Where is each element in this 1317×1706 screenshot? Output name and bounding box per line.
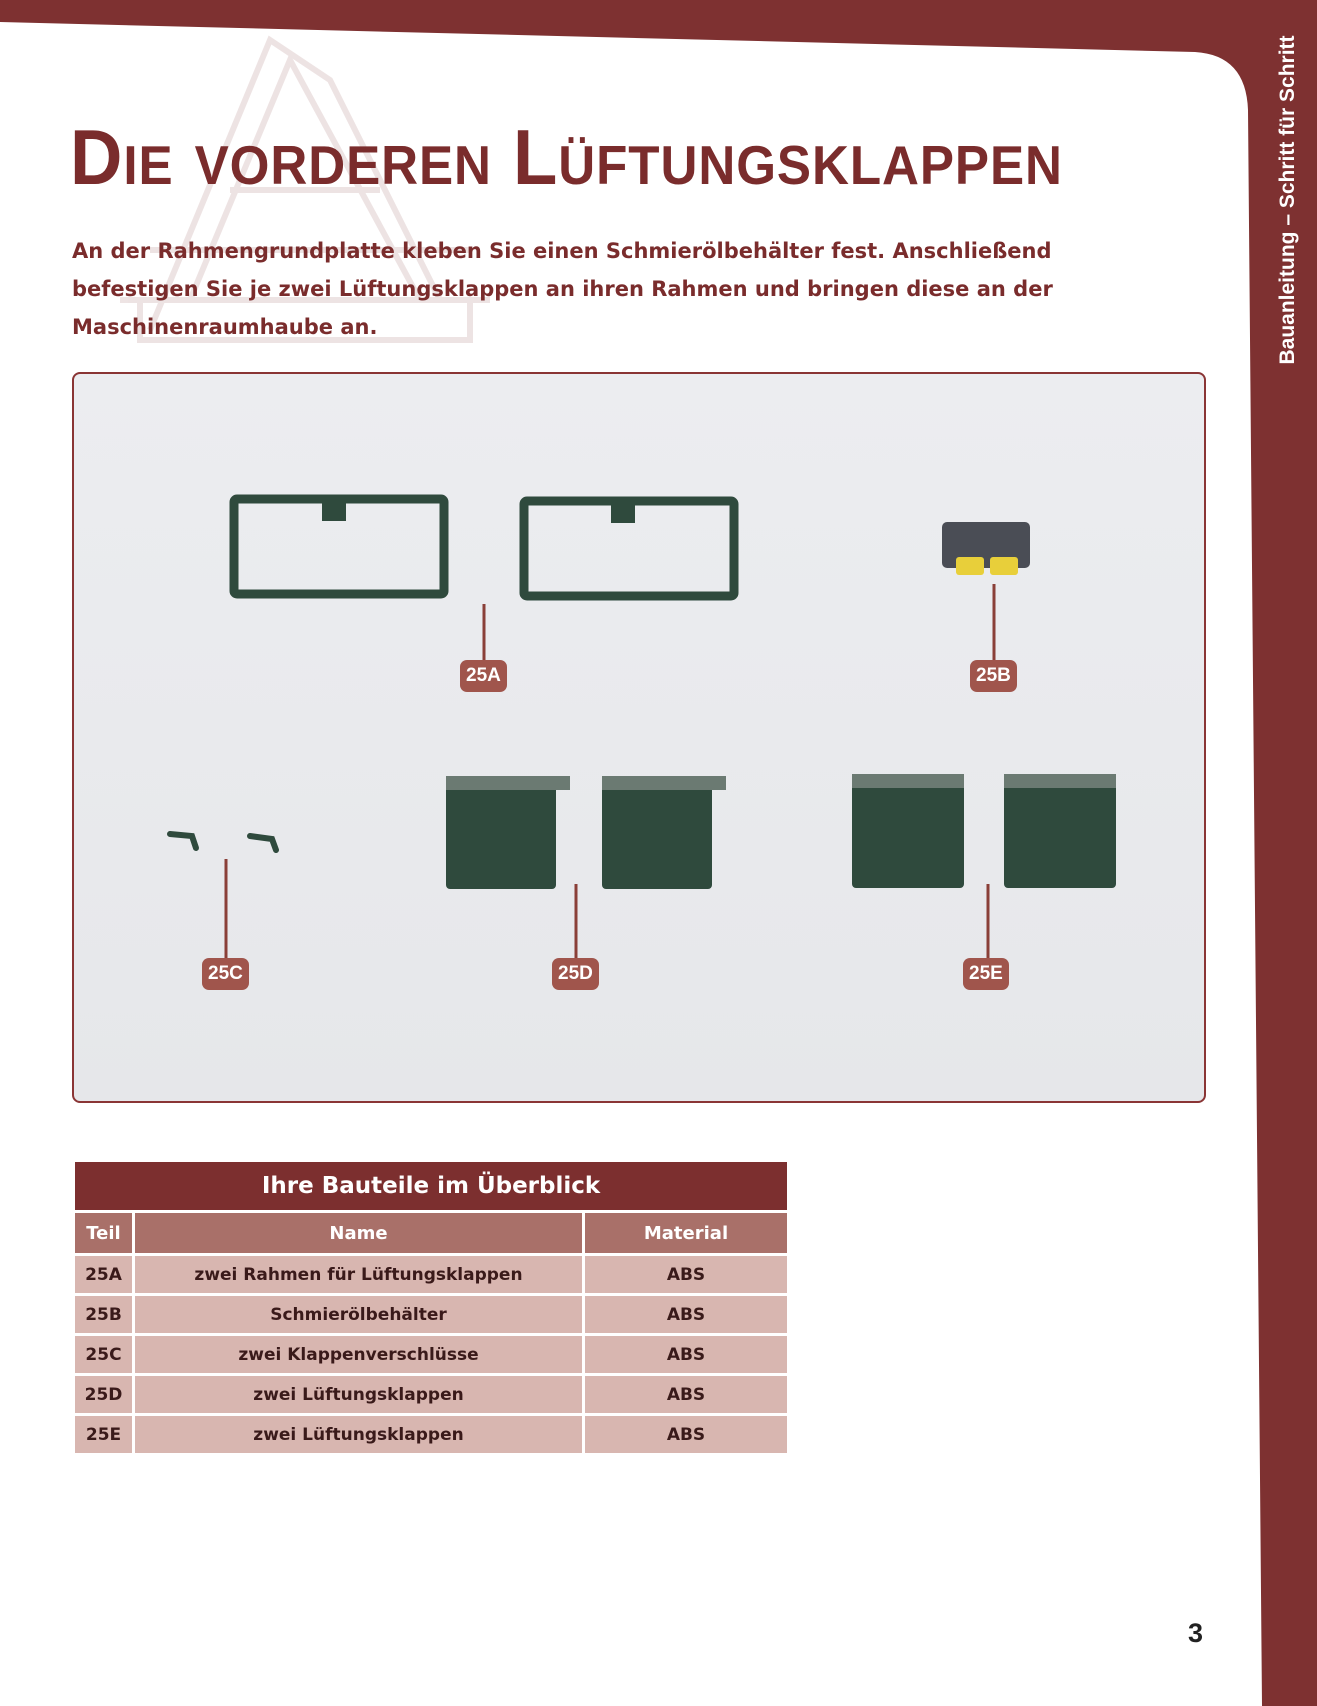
cell-part: 25B (74, 1295, 134, 1335)
parts-table-title-row (74, 1161, 789, 1212)
callout-25b: 25B (970, 660, 1017, 692)
table-row (74, 1415, 789, 1455)
part-25c-latches (170, 834, 276, 850)
parts-table-header-row (74, 1212, 789, 1255)
part-25a-frames (234, 499, 734, 596)
cell-name: zwei Rahmen für Lüftungsklappen (134, 1255, 584, 1295)
cell-name: zwei Lüftungsklappen (134, 1415, 584, 1455)
callout-25e: 25E (963, 958, 1009, 990)
cell-material: ABS (584, 1335, 789, 1375)
page-number: 3 (1188, 1618, 1204, 1648)
cell-name: Schmierölbehälter (134, 1295, 584, 1335)
parts-table-title: Ihre Bauteile im Überblick (74, 1161, 789, 1212)
cell-material: ABS (584, 1295, 789, 1335)
table-row (74, 1335, 789, 1375)
callout-25d: 25D (552, 958, 599, 990)
cell-part: 25A (74, 1255, 134, 1295)
cell-part: 25E (74, 1415, 134, 1455)
part-25d-flaps (446, 776, 726, 889)
cell-name: zwei Klappenverschlüsse (134, 1335, 584, 1375)
intro-text: An der Rahmengrundplatte kleben Sie einen Schmierölbehälter fest. Anschließend befestigen Sie je zwei Lüftungsklappen an ihren Rahmen und bringen diese an der Maschinenraumhaube an. (72, 239, 1053, 339)
cell-name: zwei Lüftungsklappen (134, 1375, 584, 1415)
table-row (74, 1255, 789, 1295)
callout-25a: 25A (460, 660, 507, 692)
side-section-label (1259, 0, 1317, 420)
parts-photo-illustration (74, 374, 1206, 1103)
callout-25c: 25C (202, 958, 249, 990)
part-25b-oil-tank (942, 522, 1030, 575)
cell-part: 25C (74, 1335, 134, 1375)
side-label-text: Bauanleitung – Schritt für Schritt (1276, 35, 1299, 365)
cell-material: ABS (584, 1415, 789, 1455)
column-header-teil: Teil (74, 1212, 134, 1255)
cell-material: ABS (584, 1375, 789, 1415)
column-header-name: Name (134, 1212, 584, 1255)
table-row (74, 1295, 789, 1335)
part-25e-flaps (852, 774, 1116, 888)
column-header-material: Material (584, 1212, 789, 1255)
parts-table (72, 1159, 790, 1456)
cell-material: ABS (584, 1255, 789, 1295)
page-title: Die vorderen Lüftungsklappen (70, 113, 1063, 201)
cell-part: 25D (74, 1375, 134, 1415)
parts-photo (72, 372, 1206, 1103)
table-row (74, 1375, 789, 1415)
